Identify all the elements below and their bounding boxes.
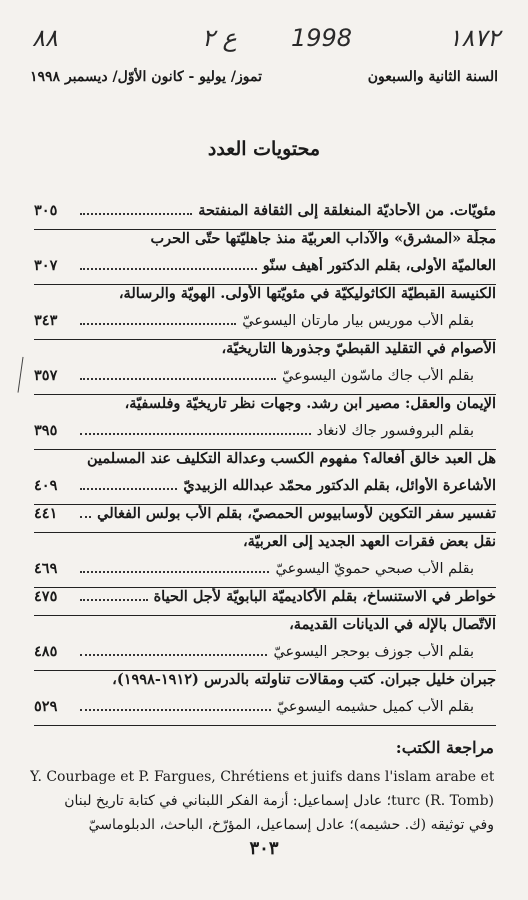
toc-page-number: ٣٠٧: [34, 257, 58, 274]
toc-text: الإيمان والعقل: مصير ابن رشد. وجهات نظر تاريخيّة وفلسفيّة،: [124, 395, 496, 412]
toc-entry: [34, 285, 496, 340]
toc-text: هل العبد خالق أفعاله؟ مفهوم الكسب وعدالة التكليف عند المسلمين: [86, 450, 496, 467]
toc-text: بقلم الأب صبحي حمويّ اليسوعيّ: [275, 561, 474, 577]
toc-page-number: ٤٨٥: [34, 643, 58, 660]
toc-text: تفسير سفر التكوين لأوسابيوس الحمصيّ، بقلم الأب بولس الفغالي: [97, 505, 496, 522]
toc-author-line: [34, 312, 496, 339]
handwritten-note-middle: ع ٢: [202, 24, 237, 52]
toc-page-number: ٣٠٥: [34, 202, 58, 219]
toc-page-number: ٤٦٩: [34, 560, 58, 577]
toc-page-number: ٣٤٣: [34, 312, 58, 329]
book-reviews-line: وفي توثيقه (ك. حشيمه)؛ عادل إسماعيل، المؤرّخ، الباحث، الدبلوماسيّ: [88, 817, 494, 833]
dot-leader: [80, 480, 177, 490]
toc-title-line: [34, 588, 496, 615]
toc-page-number: ٣٥٧: [34, 367, 58, 384]
toc-text: الأصوام في التقليد القبطيّ وجذورها التاريخيّة،: [221, 340, 496, 357]
handwritten-note-left: ۸۸: [32, 24, 58, 52]
toc-page-number: ٤٠٩: [34, 477, 58, 494]
dot-leader: [80, 260, 257, 270]
toc-entry: [34, 230, 496, 285]
dot-leader: [80, 205, 192, 215]
dot-leader: [80, 563, 269, 573]
toc-title-line: [34, 671, 496, 698]
toc-text: بقلم الأب موريس بيار مارتان اليسوعيّ: [242, 313, 474, 329]
toc-entry: [34, 395, 496, 450]
toc-title-line: [34, 202, 496, 229]
toc-title-line: [34, 616, 496, 643]
issue-date: تموز/ يوليو - كانون الأوّل/ ديسمبر ١٩٩٨: [30, 69, 263, 85]
book-reviews-title: مراجعة الكتب:: [395, 738, 494, 757]
toc-title-line: [34, 257, 496, 284]
toc-text: الأشاعرة الأوائل، بقلم الدكتور محمّد عبدالله الزبيديّ: [183, 477, 496, 494]
toc-entry: [34, 505, 496, 533]
toc-entry: [34, 671, 496, 726]
toc-text: جبران خليل جبران. كتب ومقالات تناولته بالدرس (١٩١٢-١٩٩٨)،: [112, 671, 496, 688]
dot-leader: [80, 646, 267, 656]
toc-text: نقل بعض فقرات العهد الجديد إلى العربيّة،: [242, 533, 496, 550]
dot-leader: [80, 591, 148, 601]
dot-leader: [80, 315, 236, 325]
handwritten-note-right: ۱۸۷۲: [448, 24, 500, 52]
page-title: محتويات العدد: [207, 138, 321, 160]
toc-title-line: [34, 285, 496, 312]
toc-text: الكنيسة القبطيّة الكاثوليكيّة في مئويّتها الأولى. الهويّة والرسالة،: [118, 285, 496, 302]
toc-entry: [34, 533, 496, 588]
toc-title-line: [34, 340, 496, 367]
toc-text: بقلم الأب جوزف بوحجر اليسوعيّ: [273, 644, 474, 660]
toc-text: بقلم الأب جاك ماسّون اليسوعيّ: [282, 368, 474, 384]
dot-leader: [80, 370, 276, 380]
toc-title-line: [34, 505, 496, 532]
toc-title-line: [34, 450, 496, 477]
toc-entry: [34, 340, 496, 395]
table-of-contents: [34, 202, 496, 726]
toc-entry: [34, 588, 496, 616]
toc-author-line: [34, 560, 496, 587]
volume-label: السنة الثانية والسبعون: [367, 69, 498, 85]
toc-title-line: [34, 230, 496, 257]
book-reviews-section: [30, 738, 494, 837]
book-reviews-line: turc (R. Tomb)؛ عادل إسماعيل: أزمة الفكر اللبناني في كتابة تاريخ لبنان: [64, 793, 494, 809]
toc-text: مئويّات. من الأحاديّة المنغلقة إلى الثقافة المنفتحة: [198, 202, 496, 219]
toc-text: بقلم البروفسور جاك لانغاد: [316, 423, 474, 439]
toc-page-number: ٣٩٥: [34, 422, 58, 439]
toc-page-number: ٤٤١: [34, 505, 58, 522]
toc-title-line: [34, 395, 496, 422]
toc-author-line: [34, 422, 496, 449]
toc-title-line: [34, 533, 496, 560]
handwritten-year: 1998: [291, 24, 353, 52]
toc-entry: [34, 616, 496, 671]
toc-page-number: ٤٧٥: [34, 588, 58, 605]
toc-title-line: [34, 477, 496, 504]
dot-leader: [80, 508, 91, 518]
running-header: [30, 66, 498, 88]
toc-entry: [34, 202, 496, 230]
dot-leader: [80, 425, 311, 435]
toc-text: خواطر في الاستنساخ، بقلم الأكاديميّة البابويّة لأجل الحياة: [153, 588, 496, 605]
toc-entry: [34, 450, 496, 505]
toc-text: الاتّصال بالإله في الديانات القديمة،: [289, 616, 496, 633]
toc-author-line: [34, 643, 496, 670]
page-number: ٣٠٣: [249, 838, 279, 859]
toc-text: مجلّة «المشرق» والآداب العربيّة منذ جاهليّتها حتّى الحرب: [150, 230, 496, 247]
toc-text: العالميّة الأولى، بقلم الدكتور أهيف سنّو: [262, 257, 496, 274]
book-reviews-line: Y. Courbage et P. Fargues, Chrétiens et juifs dans l'islam arabe et: [30, 769, 494, 785]
margin-pen-mark: [18, 357, 28, 393]
toc-page-number: ٥٢٩: [34, 698, 58, 715]
toc-text: بقلم الأب كميل حشيمه اليسوعيّ: [276, 699, 474, 715]
toc-author-line: [34, 698, 496, 725]
toc-author-line: [34, 367, 496, 394]
dot-leader: [80, 701, 271, 711]
